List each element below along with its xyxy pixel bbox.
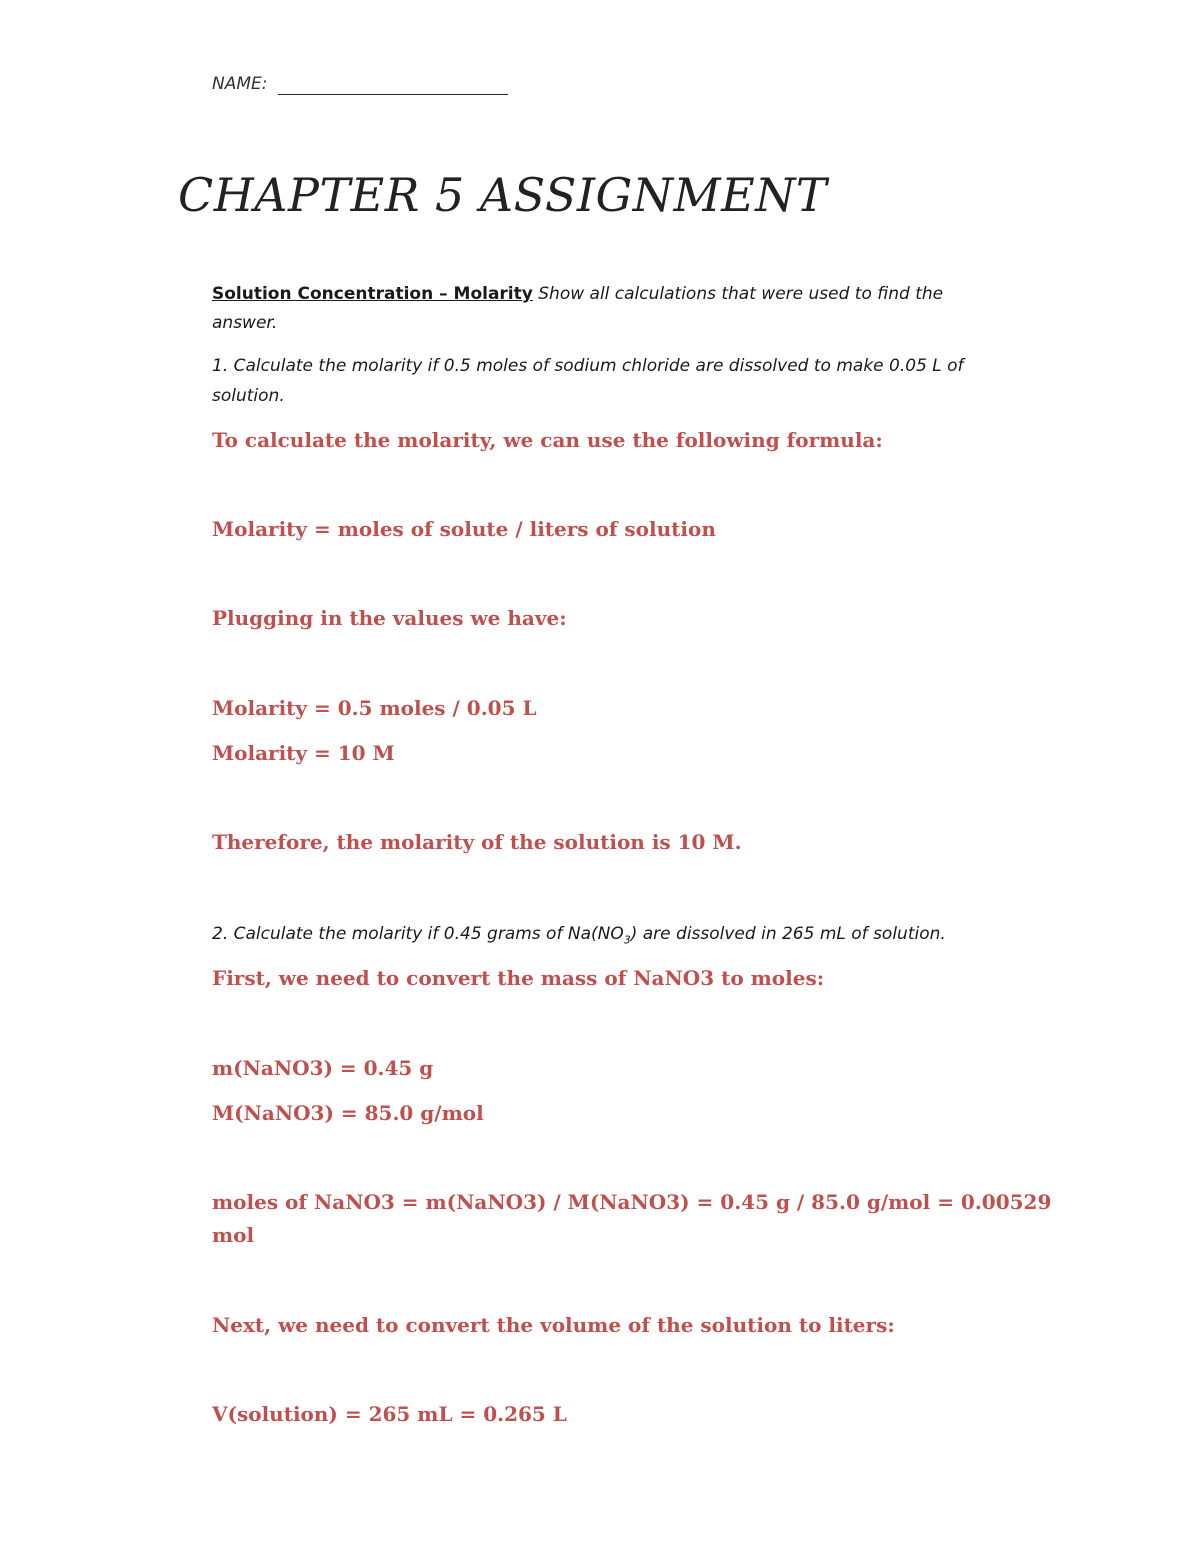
answer-2-moles-line2: mol xyxy=(212,1223,255,1247)
section-intro-line1 xyxy=(212,284,943,304)
answer-2-volume-intro: Next, we need to convert the volume of the solution to liters: xyxy=(212,1313,895,1337)
answer-1-result: Molarity = 10 M xyxy=(212,741,395,765)
name-blank-line xyxy=(278,94,508,95)
page-title: CHAPTER 5 ASSIGNMENT xyxy=(178,168,828,222)
section-heading: Solution Concentration – Molarity xyxy=(212,284,533,304)
section-instruction-line2: answer. xyxy=(212,313,278,333)
answer-2-moles-line1: moles of NaNO3 = m(NaNO3) / M(NaNO3) = 0.45 g / 85.0 g/mol = 0.00529 xyxy=(212,1190,1052,1214)
answer-1-conclusion: Therefore, the molarity of the solution is 10 M. xyxy=(212,830,742,854)
question-2-subscript: 3 xyxy=(623,933,631,947)
answer-2-volume: V(solution) = 265 mL = 0.265 L xyxy=(212,1402,567,1426)
question-1-line2: solution. xyxy=(212,386,285,406)
question-1-line1: 1. Calculate the molarity if 0.5 moles of sodium chloride are dissolved to make 0.05 L of xyxy=(212,356,964,376)
name-label: NAME: xyxy=(212,74,268,94)
answer-1-formula: Molarity = moles of solute / liters of solution xyxy=(212,517,716,541)
question-2 xyxy=(212,924,946,946)
answer-1-intro: To calculate the molarity, we can use the following formula: xyxy=(212,428,883,452)
answer-2-intro: First, we need to convert the mass of NaNO3 to moles: xyxy=(212,966,825,990)
answer-1-substitution: Molarity = 0.5 moles / 0.05 L xyxy=(212,696,537,720)
answer-2-mass: m(NaNO3) = 0.45 g xyxy=(212,1056,434,1080)
section-instruction: Show all calculations that were used to find the xyxy=(538,284,944,304)
question-2-suffix: ) are dissolved in 265 mL of solution. xyxy=(630,924,946,944)
answer-2-molar-mass: M(NaNO3) = 85.0 g/mol xyxy=(212,1101,484,1125)
answer-1-plug-in: Plugging in the values we have: xyxy=(212,606,567,630)
question-2-prefix: 2. Calculate the molarity if 0.45 grams of Na(NO xyxy=(212,924,624,944)
